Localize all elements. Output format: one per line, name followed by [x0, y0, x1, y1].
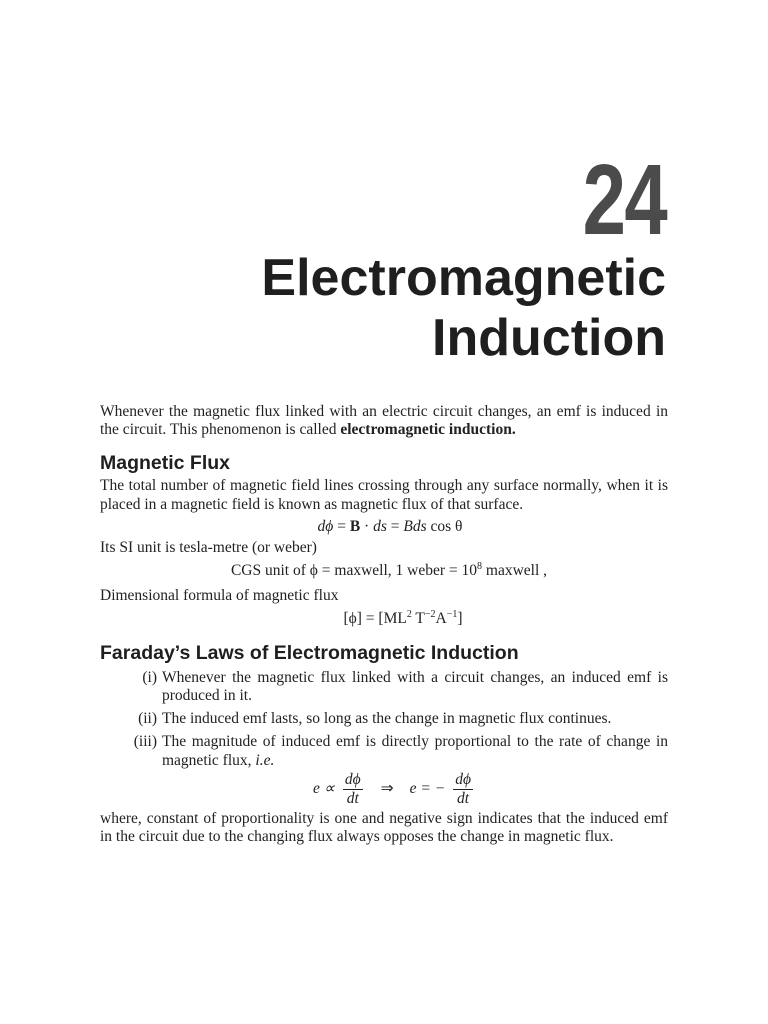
dimensional-label: Dimensional formula of magnetic flux [100, 587, 339, 605]
flux-eq-equals-1: = [337, 517, 346, 535]
faraday-laws-heading: Faraday’s Laws of Electromagnetic Induction [100, 641, 519, 664]
fraction-denominator: dt [346, 789, 359, 807]
intro-text: Whenever the magnetic flux linked with an electric circuit changes, an emf is induced in the circuit. This phenomenon is called [100, 403, 668, 439]
cgs-unit-suffix: maxwell , [482, 562, 548, 580]
dim-exp-1: 2 [406, 608, 412, 620]
law-text: The induced emf lasts, so long as the change in magnetic flux continues. [162, 710, 612, 728]
flux-eq-ds: ds [373, 517, 387, 535]
fraction-dphi-dt [343, 771, 363, 808]
cgs-unit-exponent: 8 [477, 561, 483, 573]
implies-arrow: ⇒ [380, 780, 394, 798]
emf-equals-negative: e = − [409, 780, 446, 798]
magnetic-flux-paragraph: The total number of magnetic field lines crossing through any surface normally, when it is placed in a magnetic field is known as magnetic flux of that surface. [100, 477, 668, 513]
faraday-laws-list [100, 669, 668, 770]
law-item [100, 710, 668, 728]
flux-eq-b: B [349, 517, 361, 535]
law-number: (ii) [138, 710, 157, 728]
law-item [100, 669, 668, 705]
cgs-unit-line [100, 562, 668, 580]
dimensional-formula [100, 610, 668, 628]
emf-lhs: e ∝ [313, 780, 335, 798]
law-number: (iii) [133, 733, 157, 751]
fraction-numerator: dϕ [455, 770, 471, 788]
dim-lhs: [ϕ] = [ML [343, 609, 407, 627]
flux-eq-dphi: dϕ [317, 517, 334, 535]
fraction-denominator: dt [457, 789, 470, 807]
chapter-number: 24 [582, 144, 666, 256]
law-text: Whenever the magnetic flux linked with a circuit changes, an induced emf is produced in it. [162, 668, 668, 705]
si-unit-line: Its SI unit is tesla-metre (or weber) [100, 539, 317, 557]
flux-eq-dot: · [364, 517, 370, 535]
law-item [100, 733, 668, 769]
dim-t: T [411, 609, 425, 627]
chapter-title-line-1: Electromagnetic [261, 249, 666, 307]
law-text [162, 733, 668, 769]
emf-proportionality-equation [100, 771, 668, 808]
dim-close: ] [457, 609, 463, 627]
chapter-title [261, 248, 666, 368]
fraction-numerator: dϕ [344, 770, 361, 788]
intro-paragraph [100, 403, 668, 439]
flux-eq-bds: Bds [403, 517, 427, 535]
flux-eq-equals-2: = [390, 517, 400, 535]
chapter-title-line-2: Induction [432, 309, 666, 367]
fraction-dphi-dt [453, 771, 473, 808]
chapter-content [100, 403, 668, 846]
magnetic-flux-heading: Magnetic Flux [100, 452, 231, 475]
cgs-unit-prefix: CGS unit of ϕ = maxwell, 1 weber = 10 [230, 562, 478, 580]
dim-a: A [435, 609, 447, 627]
flux-eq-cos: cos θ [430, 517, 463, 535]
dim-exp-2: −2 [424, 608, 436, 620]
closing-paragraph: where, constant of proportionality is one and negative sign indicates that the induced emf in the circuit due to the changing flux always opposes the change in magnetic flux. [100, 809, 668, 846]
law-3-ie: i.e. [255, 751, 275, 769]
law-3-text: The magnitude of induced emf is directly proportional to the rate of change in magnetic flux, [162, 733, 668, 769]
flux-equation [100, 518, 668, 536]
dim-exp-3: −1 [446, 608, 458, 620]
law-number: (i) [142, 668, 157, 686]
intro-bold-term: electromagnetic induction. [340, 421, 516, 439]
